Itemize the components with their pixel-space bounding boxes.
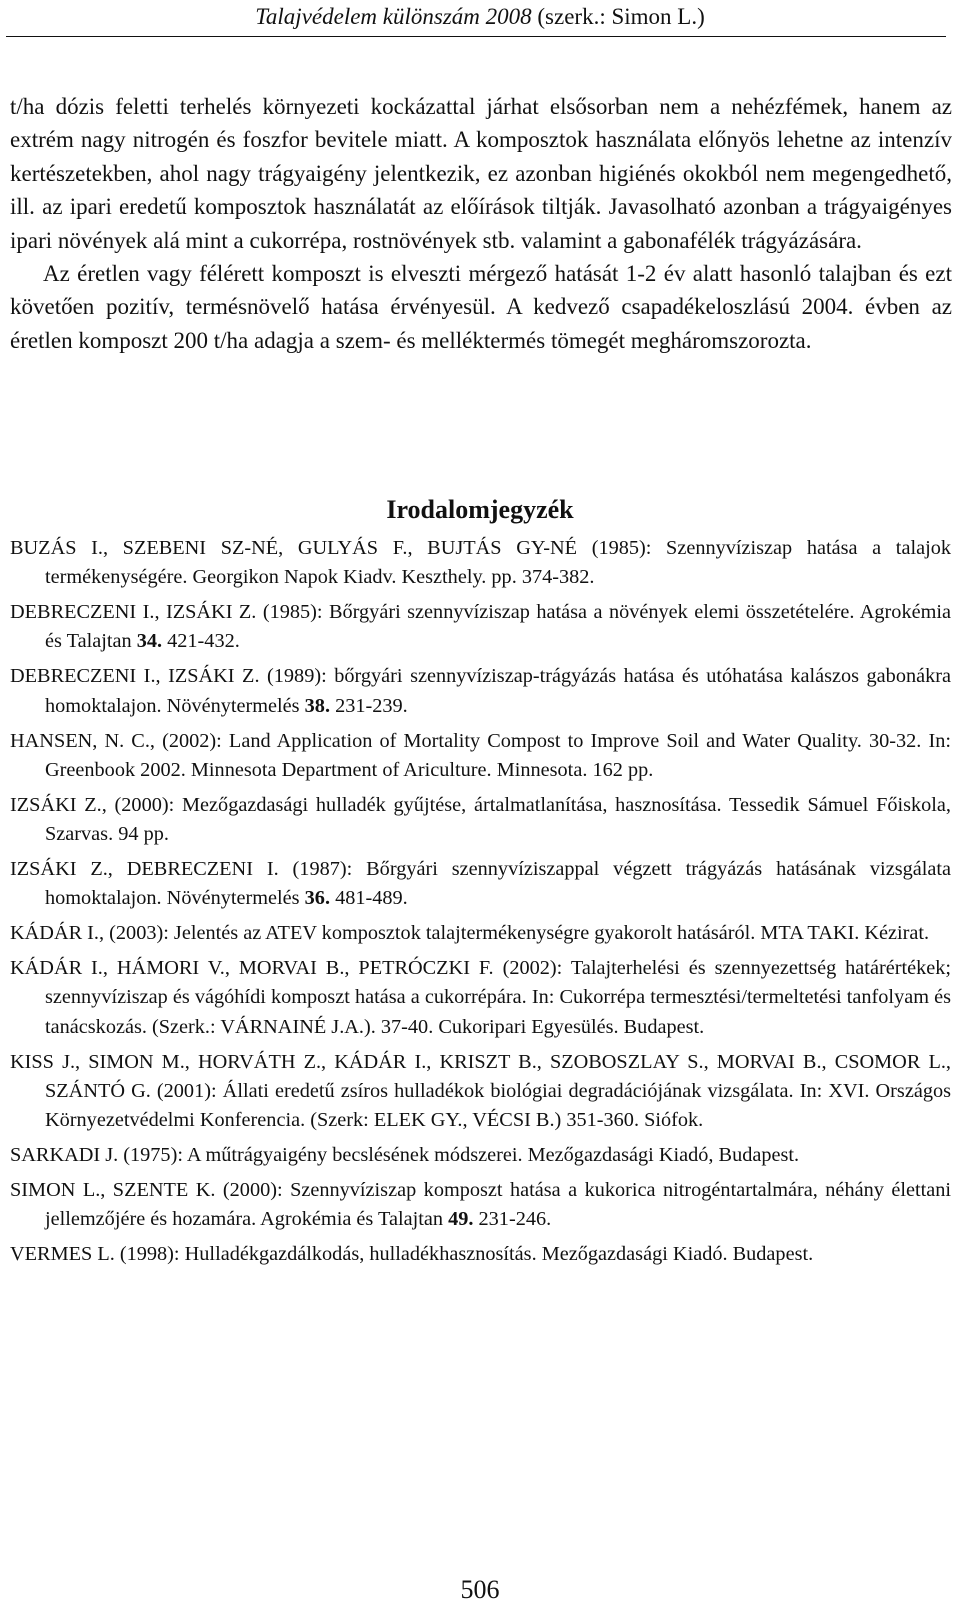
reference-entry [10,727,951,785]
reference-entry [10,791,951,849]
reference-authors: IZSÁKI Z., DEBRECZENI I. [10,858,279,881]
reference-authors: SARKADI J. [10,1144,119,1167]
reference-authors: SIMON L., SZENTE K. [10,1179,216,1202]
reference-pages: 421-432. [162,630,240,653]
reference-entry [10,919,951,948]
reference-entry [10,1141,951,1170]
reference-entry [10,855,951,913]
reference-entry [10,954,951,1042]
reference-details: (2002): Talajterhelési és szennyezettség határértékek; szennyvíziszap és vágóhídi komposzt hatása a cukorrépára. In: Cukorrépa termesztési/termeltetési tanfolyam és tanácskozás. (Szerk.: VÁRNAINÉ J.A.). 37-40. Cukoripari Egyesülés. Budapest. [45,957,952,1038]
reference-pages: 231-239. [330,694,408,717]
paragraph-2: Az éretlen vagy félérett komposzt is elveszti mérgező hatását 1-2 év alatt hasonló talajban és ezt követően pozitív, termésnövelő hatása érvényesül. A kedvező csapadékeloszlású 2004. évben az éretlen komposzt 200 t/ha adagja a szem- és melléktermés tömegét megháromszorozta. [10,261,952,353]
reference-entry [10,598,951,656]
reference-details: (1985): Bőrgyári szennyvíziszap hatása a növények elemi összetételére. Agrokémia és Talajtan [45,601,952,653]
running-header [0,4,960,30]
reference-list [10,534,951,1275]
reference-authors: KÁDÁR I. [10,922,100,945]
reference-details: (1989): bőrgyári szennyvíziszap-trágyázás hatása és utóhatása kalászos gabonákra homoktalajon. Növénytermelés [45,665,951,717]
reference-authors: DEBRECZENI I., IZSÁKI Z. [10,665,260,688]
page-number: 506 [460,1575,500,1604]
header-rule [6,36,946,37]
paragraph-1: t/ha dózis feletti terhelés környezeti kockázattal járhat elsősorban nem a nehézfémek, hanem az extrém nagy nitrogén és foszfor bevitele miatt. A komposztok használata előnyös lehetne az intenzív kertészetekben, ahol nagy trágyaigény jelentkezik, ez azonban higiénés okokból nem megengedhető, ill. az ipari eredetű komposztok használatát az előírások tiltják. Javasolható azonban a trágyaigényes ipari növények alá mint a cukorrépa, rostnövények stb. valamint a gabonafélék trágyázására. [10,94,952,253]
reference-details: , (2002): Land Application of Mortality Compost to Improve Soil and Water Quality. 30-32. In: Greenbook 2002. Minnesota Department of Ariculture. Minnesota. 162 pp. [45,729,952,781]
reference-volume: 36. [304,887,331,910]
reference-pages: 481-489. [330,887,408,910]
reference-volume: 34. [136,630,163,653]
reference-authors: IZSÁKI Z. [10,793,102,816]
reference-details: (2000): Szennyvíziszap komposzt hatása a kukorica nitrogéntartalmára, néhány élettani jellemzőjére és hozamára. Agrokémia és Talajtan [45,1179,952,1231]
reference-authors: KISS J., SIMON M., HORVÁTH Z., KÁDÁR I., KRISZT B., SZOBOSZLAY S., MORVAI B., CSOMOR L., SZÁNTÓ G. [10,1050,951,1102]
journal-editor: (szerk.: Simon L.) [537,4,705,29]
reference-details: , (2000): Mezőgazdasági hulladék gyűjtése, ártalmatlanítása, hasznosítása. Tessedik Sámuel Főiskola, Szarvas. 94 pp. [45,793,952,846]
body-text [10,90,952,357]
reference-entry [10,1240,951,1269]
reference-entry [10,662,951,720]
reference-authors: HANSEN, N. C. [10,729,150,752]
reference-entry [10,1048,951,1136]
reference-authors: VERMES L. [10,1243,115,1266]
reference-details: (1987): Bőrgyári szennyvíziszappal végzett trágyázás hatásának vizsgálata homoktalajon. Növénytermelés [45,858,952,910]
reference-entry [10,1176,951,1234]
reference-pages: 231-246. [473,1208,552,1231]
reference-details: (2001): Állati eredetű zsíros hulladékok biológiai degradációjának vizsgálata. In: XVI. Országos Környezetvédelmi Konferencia. (Szerk: ELEK GY., VÉCSI B.) 351-360. Siófok. [45,1079,951,1132]
reference-authors: BUZÁS I., SZEBENI SZ-NÉ, GULYÁS F., BUJTÁS GY-NÉ [10,537,578,559]
reference-entry [10,534,951,592]
reference-authors: KÁDÁR I., HÁMORI V., MORVAI B., PETRÓCZKI F. [10,957,494,980]
reference-details: (1985): Szennyvíziszap hatása a talajok termékenységére. Georgikon Napok Kiadv. Keszthely. pp. 374-382. [45,537,951,589]
reference-volume: 49. [448,1208,474,1231]
reference-details: (1975): A műtrágyaigény becslésének módszerei. Mezőgazdasági Kiadó, Budapest. [118,1144,800,1167]
section-title: Irodalomjegyzék [386,495,574,524]
journal-title: Talajvédelem különszám 2008 [255,4,532,29]
reference-details: (1998): Hulladékgazdálkodás, hulladékhasznosítás. Mezőgazdasági Kiadó. Budapest. [114,1243,814,1266]
reference-authors: DEBRECZENI I., IZSÁKI Z. [10,601,257,624]
reference-details: , (2003): Jelentés az ATEV komposztok talajtermékenységre gyakorolt hatásáról. MTA TAKI. Kézirat. [99,922,930,945]
reference-volume: 38. [304,694,331,717]
